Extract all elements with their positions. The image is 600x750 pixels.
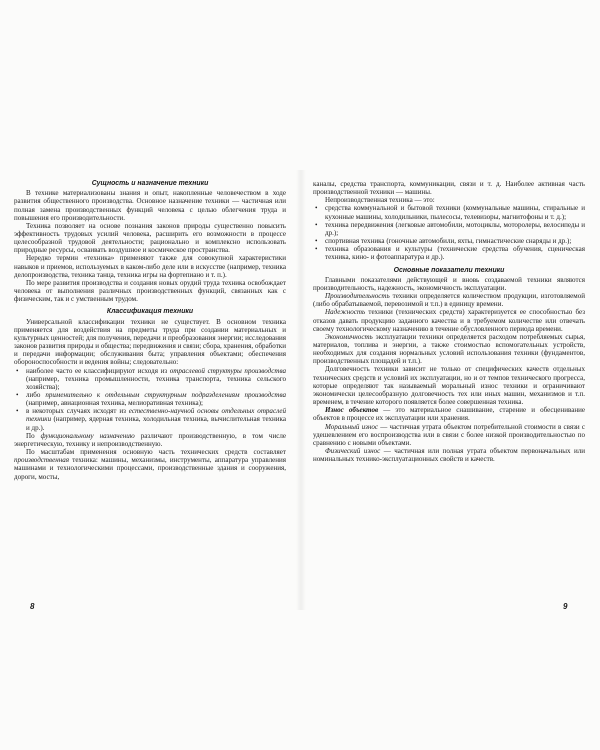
nonproduction-list (313, 204, 585, 261)
paragraph: В технике материализованы знания и опыт, накопленные человечеством в ходе развития общественного производства. Основное назначение техники — частичная или полная замена производственных функций человека с целью облегчения труда и повышения его производительности. (14, 189, 286, 222)
paragraph: Универсальной классификации техники не существует. В основном техника применяется для воздействия на предметы труда при создании материальных и культурных ценностей; для получения, передачи и преобразования энергии; исследования законов развития природы и общества; передвижения и связи; сбора, хранения, обработки и передачи информации; обслуживания быта; управления объектами; обеспечения обороноспособности и ведения войны; следовательно: (14, 317, 286, 367)
paragraph: Износ объектов — это материальное снашивание, старение и обесценивание объектов в процессе их эксплуатации или хранения. (313, 406, 585, 423)
paragraph: Техника позволяет на основе познания законов природы существенно повысить эффективность трудовых усилий человека, расширить его возможности в процессе целесообразной трудовой деятельности; рационально и комплексно использовать природные ресурсы, осваивать воздушное и космическое пространства. (14, 221, 286, 255)
left-page (14, 180, 286, 481)
section-heading-classification: Классификация техники (106, 308, 194, 316)
paragraph: Долговечность техники зависит не только от специфических качеств отдельных технических средств и условий их эксплуатации, но и от темпов технического прогресса, которые определяют так называемый моральный износ техники и ограничивают экономически целесообразную долговечность тех или иных машин, механизмов и т.п. временем, в течение которого появляется более совершенная техника. (313, 365, 585, 407)
paragraph: каналы, средства транспорта, коммуникации, связи и т. д. Наиболее активная часть производственной техники — машины. (313, 180, 585, 197)
list-item: • техника передвижения (легковые автомобили, мотоциклы, моторолеры, велосипеды и др.); (313, 221, 585, 237)
list-item: • наиболее часто ее классифицируют исходя из отраслевой структуры производства (например, техника промышленности, техника транспорта, техника сельского хозяйства); (14, 367, 286, 391)
paragraph: Физический износ — частичная или полная утрата объектом первоначальных или номинальных технико-эксплуатационных свойств и качеств. (313, 447, 586, 464)
list-item: • техника образования и культуры (технические средства обучения, сценическая техника, кино- и фотоаппаратура и др.). (313, 245, 585, 261)
section-heading-indicators: Основные показатели техники (393, 266, 505, 274)
section-heading-essence: Сущность и назначение техники (91, 180, 209, 187)
list-item: • в некоторых случаях исходят из естественно-научной основы отдельных отраслей техники (например, ядерная техника, холодильная техника, вычислительная техника и др.). (14, 407, 286, 431)
list-item: • либо применительно к отдельным структурным подразделениям производства (например, авиационная техника, мелиоративная техника); (14, 391, 286, 407)
paragraph: По мере развития производства и создания новых орудий труда техника освобождает человека от выполнения различных производственных функций, связанных как с физическим, так и с умственным трудом. (14, 278, 286, 304)
paragraph: Моральный износ — частичная утрата объектом потребительной стоимости в связи с удешевлением его воспроизводства или в связи с более низкой производительностью по сравнению с новыми объектами. (313, 422, 585, 447)
paragraph: По масштабам применения основную часть технических средств составляет производственная техника: машины, механизмы, инструменты, аппаратура управления машинами и технологическими процессами, производственные здания и сооружения, дороги, мосты, (14, 448, 286, 481)
paragraph: Нередко термин «техника» применяют также для совокупной характеристики навыков и приемов, используемых в каком-либо деле или в искусстве (например, техника делопроизводства, техника танца, техника игры на фортепиано и т. п.). (14, 254, 286, 279)
page-gutter (296, 170, 306, 610)
paragraph: Экономичность эксплуатации техники определяется расходом потребляемых сырья, материалов, топлива и энергии, а также стоимостью вспомогательных устройств, необходимых для создания нормальных условий использования техники (фундаментов, производственных площадей и т.п.). (313, 332, 585, 366)
paragraph: Главными показателями действующей и вновь создаваемой техники являются производительность, надежность, экономичность эксплуатации. (313, 275, 585, 292)
classification-list (14, 367, 286, 432)
list-item: • средства коммунальной и бытовой техники (коммунальные машины, стиральные и кухонные машины, холодильники, пылесосы, телевизоры, магнитофоны и т. д.); (313, 204, 585, 220)
page-number-left: 8 (30, 602, 35, 611)
right-page (313, 180, 585, 463)
page-number-right: 9 (563, 602, 568, 611)
paragraph: По функциональному назначению различают производственную, в том числе энергетическую, технику и непроизводственную. (14, 431, 287, 448)
paragraph: Производительность техники определяется количеством продукции, изготовляемой (либо обрабатываемой, перевозимой и т.п.) в единицу времени. (313, 292, 585, 309)
list-item: • спортивная техника (гоночные автомобили, яхты, гимнастические снаряды и др.); (313, 237, 585, 245)
paragraph: Надежность техники (технических средств) характеризуется ее способностью без отказов давать продукцию заданного качества и в требуемом количестве или отвечать своему технологическому назначению в течение обусловленного периода времени. (313, 308, 585, 333)
paragraph: Непроизводственная техника — это: (325, 196, 435, 205)
